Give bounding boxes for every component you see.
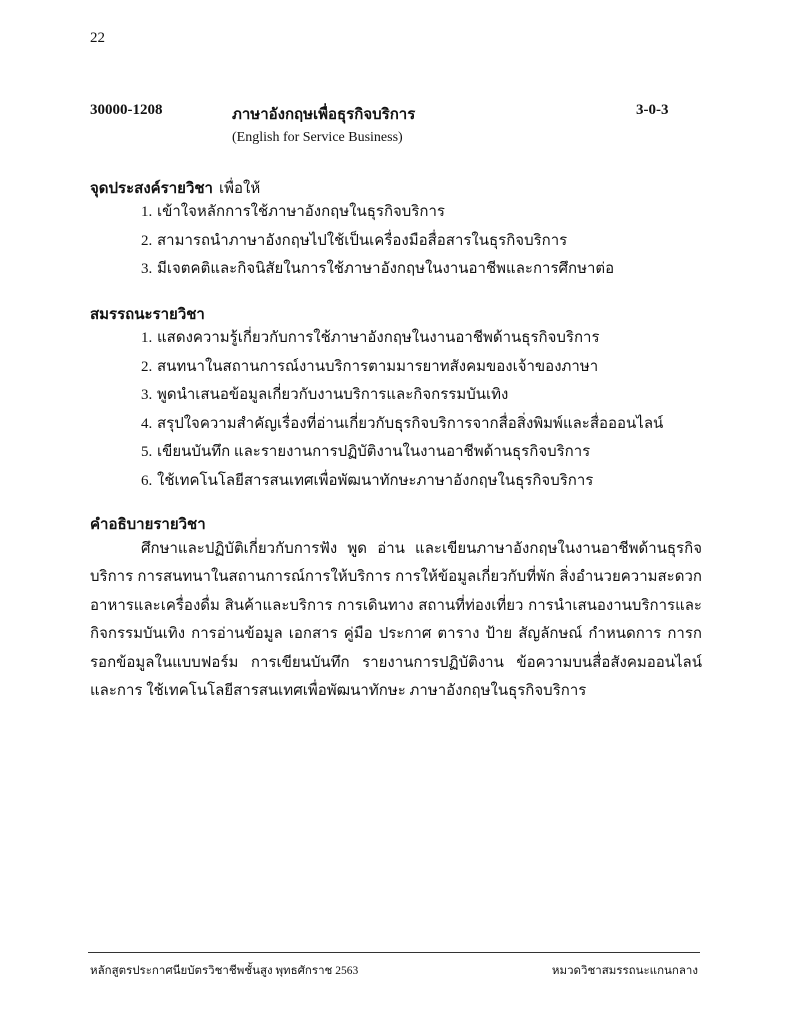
course-title-english: (English for Service Business) — [232, 130, 403, 145]
item-number: 2. — [141, 232, 153, 249]
footer-curriculum: หลักสูตรประกาศนียบัตรวิชาชีพชั้นสูง พุทธศักราช 2563 — [90, 965, 359, 977]
competencies-heading: สมรรถนะรายวิชา — [90, 307, 205, 323]
item-text: สามารถนำภาษาอังกฤษไปใช้เป็นเครื่องมือสื่อสารในธุรกิจบริการ — [157, 232, 568, 249]
item-number: 5. — [141, 444, 153, 460]
item-text: พูดนำเสนอข้อมูลเกี่ยวกับงานบริการและกิจกรรมบันเทิง — [157, 387, 509, 403]
footer-divider — [88, 952, 700, 953]
footer-category: หมวดวิชาสมรรถนะแกนกลาง — [551, 965, 698, 977]
item-number: 3. — [141, 261, 153, 277]
list-item — [141, 198, 614, 227]
list-item — [141, 255, 614, 284]
item-text: เข้าใจหลักการใช้ภาษาอังกฤษในธุรกิจบริการ — [157, 204, 445, 220]
course-code: 30000-1208 — [90, 102, 163, 118]
item-text: สนทนาในสถานการณ์งานบริการตามมารยาทสังคมของเจ้าของภาษา — [157, 358, 599, 375]
list-item — [141, 227, 614, 256]
item-number: 6. — [141, 472, 153, 489]
list-item — [141, 438, 663, 467]
course-title: ภาษาอังกฤษเพื่อธุรกิจบริการ — [232, 107, 416, 123]
objectives-list — [141, 198, 614, 284]
item-text: เขียนบันทึก และรายงานการปฏิบัติงานในงานอาชีพด้านธุรกิจบริการ — [157, 444, 591, 460]
objectives-heading-suffix: เพื่อให้ — [218, 181, 261, 197]
list-item — [141, 410, 663, 439]
item-text: สรุปใจความสำคัญเรื่องที่อ่านเกี่ยวกับธุรกิจบริการจากสื่อสิ่งพิมพ์และสื่อออนไลน์ — [157, 415, 664, 432]
list-item — [141, 353, 663, 382]
list-item — [141, 381, 663, 410]
item-number: 1. — [141, 204, 153, 220]
item-text: ใช้เทคโนโลยีสารสนเทศเพื่อพัฒนาทักษะภาษาอังกฤษในธุรกิจบริการ — [157, 472, 594, 489]
item-number: 2. — [141, 358, 153, 375]
objectives-heading-line — [90, 176, 260, 200]
list-item — [141, 467, 663, 496]
item-text: มีเจตคติและกิจนิสัยในการใช้ภาษาอังกฤษในงานอาชีพและการศึกษาต่อ — [157, 261, 615, 277]
item-number: 4. — [141, 415, 153, 432]
item-number: 3. — [141, 387, 153, 403]
item-text: แสดงความรู้เกี่ยวกับการใช้ภาษาอังกฤษในงานอาชีพด้านธุรกิจบริการ — [157, 330, 600, 346]
objectives-heading: จุดประสงค์รายวิชา — [90, 181, 213, 197]
item-number: 1. — [141, 330, 153, 346]
page-number: 22 — [90, 30, 105, 46]
competencies-list — [141, 324, 663, 495]
description-body: ศึกษาและปฏิบัติเกี่ยวกับการฟัง พูด อ่าน และเขียนภาษาอังกฤษในงานอาชีพด้านธุรกิจบริการ การสนทนาในสถานการณ์การให้บริการ การให้ข้อมูลเกี่ยวกับที่พัก สิ่งอำนวยความสะดวก อาหารและเครื่องดื่ม สินค้าและบริการ การเดินทาง สถานที่ท่องเที่ยว การนำเสนองานบริการและกิจกรรมบันเทิง การอ่านข้อมูล เอกสาร คู่มือ ประกาศ ตาราง ป้าย สัญลักษณ์ กำหนดการ การกรอกข้อมูลในแบบฟอร์ม การเขียนบันทึก รายงานการปฏิบัติงาน ข้อความบนสื่อสังคมออนไลน์ และการ ใช้เทคโนโลยีสารสนเทศเพื่อพัฒนาทักษะ ภาษาอังกฤษในธุรกิจบริการ — [90, 541, 702, 700]
list-item — [141, 324, 663, 353]
course-credit: 3-0-3 — [636, 102, 669, 118]
description-heading: คำอธิบายรายวิชา — [90, 517, 206, 533]
